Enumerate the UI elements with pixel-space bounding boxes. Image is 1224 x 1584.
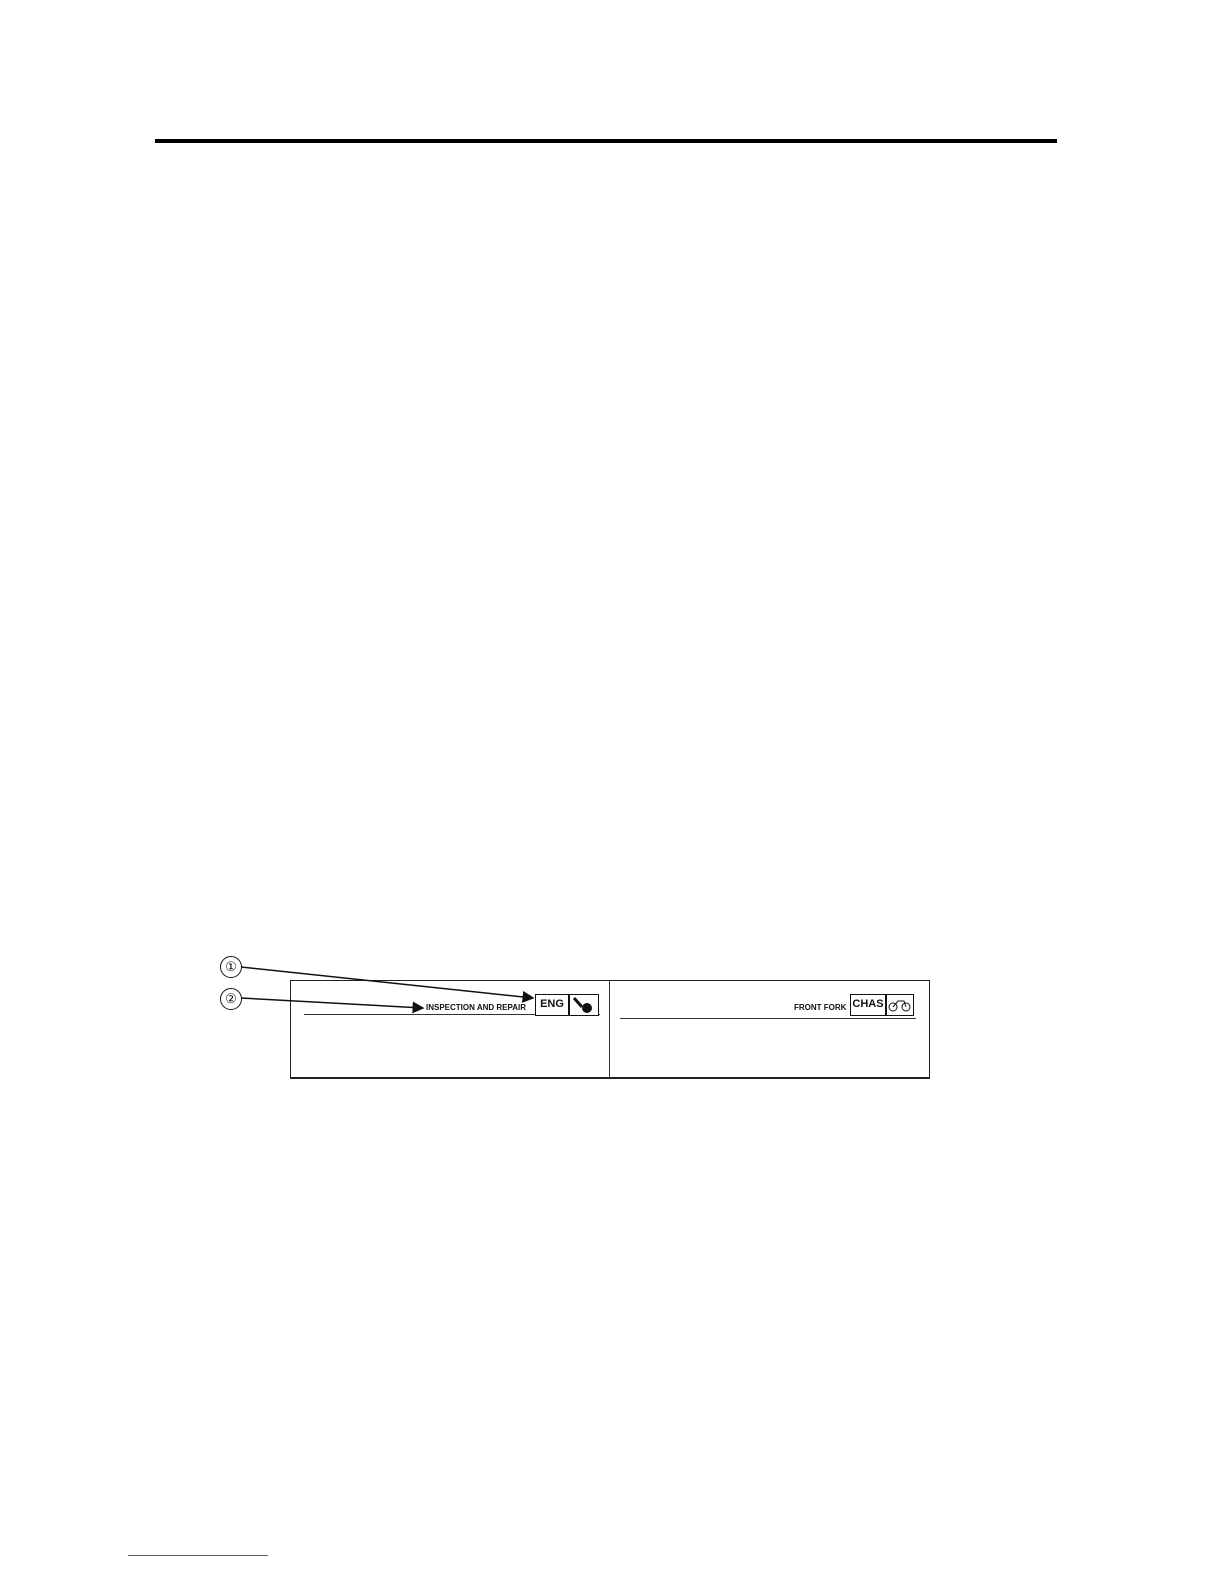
- leader-2: [241, 998, 423, 1008]
- left-header-tag: ENG: [535, 994, 569, 1016]
- right-header-tag: CHAS: [850, 994, 886, 1016]
- leader-1: [241, 967, 533, 998]
- left-header-title: INSPECTION AND REPAIR: [426, 1003, 527, 1012]
- right-header-title: FRONT FORK: [794, 1003, 847, 1012]
- callout-2: ②: [220, 988, 242, 1010]
- callout-leader-lines: [0, 950, 1224, 1080]
- callout-1: ①: [220, 956, 242, 978]
- footer-link-underline[interactable]: [128, 1555, 268, 1556]
- header-rule: [155, 139, 1057, 143]
